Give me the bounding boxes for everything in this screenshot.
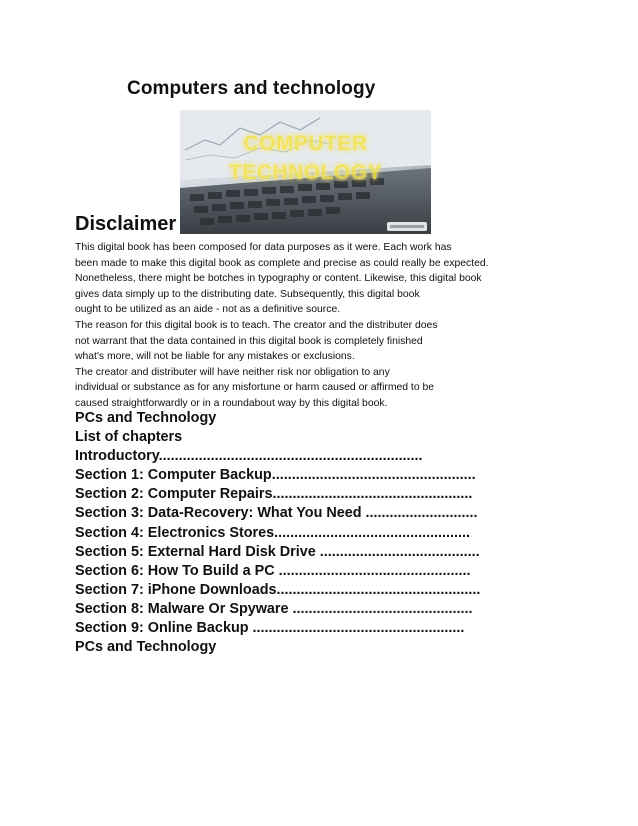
disclaimer-line: The reason for this digital book is to teach. The creator and the distributer does (75, 319, 438, 331)
section-heading: PCs and Technology (75, 639, 217, 656)
toc-entry: Section 3: Data-Recovery: What You Need ............................ (75, 505, 478, 522)
disclaimer-line: caused straightforwardly or in a roundabout way by this digital book. (75, 397, 388, 409)
disclaimer-line: individual or substance as for any misfortune or harm caused or affirmed to be (75, 382, 435, 394)
toc-entry: Section 1: Computer Backup................................................... (75, 467, 476, 484)
toc-heading: List of chapters (75, 429, 183, 446)
table-of-contents (75, 409, 555, 657)
disclaimer-body (75, 240, 555, 412)
cover-title-line-1: COMPUTER (243, 132, 368, 155)
cover-title-line-2: TECHNOLOGY (228, 161, 383, 184)
disclaimer-line: not warrant that the data contained in this digital book is completely finished (75, 335, 423, 347)
toc-entry: Section 8: Malware Or Spyware ............................................. (75, 600, 473, 617)
disclaimer-line: gives data simply up to the distributing date. Subsequently, this digital book (75, 288, 420, 300)
disclaimer-line: ought to be utilized as an aide - not as a definitive source. (75, 304, 341, 316)
section-heading: PCs and Technology (75, 410, 217, 426)
disclaimer-line: what's more, will not be liable for any mistakes or exclusions. (75, 351, 355, 363)
cover-image (180, 110, 431, 234)
disclaimer-heading: Disclaimer (75, 213, 177, 235)
toc-entry: Section 7: iPhone Downloads................................................... (75, 581, 481, 598)
document-title: Computers and technology (127, 78, 376, 99)
disclaimer-line: been made to make this digital book as complete and precise as could really be expected. (75, 257, 489, 269)
toc-entry: Introductory.................................................................. (75, 448, 423, 465)
disclaimer-line: Nonetheless, there might be botches in typography or content. Likewise, this digital book (75, 273, 482, 285)
toc-entry: Section 5: External Hard Disk Drive ........................................ (75, 543, 480, 560)
disclaimer-line: The creator and distributer will have neither risk nor obligation to any (75, 366, 390, 378)
toc-entry: Section 6: How To Build a PC ................................................ (75, 562, 471, 579)
toc-entry: Section 9: Online Backup ..................................................... (75, 620, 465, 637)
toc-entry: Section 2: Computer Repairs.................................................. (75, 486, 473, 503)
disclaimer-line: This digital book has been composed for data purposes as it were. Each work has (75, 242, 452, 253)
toc-entry: Section 4: Electronics Stores................................................. (75, 524, 471, 541)
